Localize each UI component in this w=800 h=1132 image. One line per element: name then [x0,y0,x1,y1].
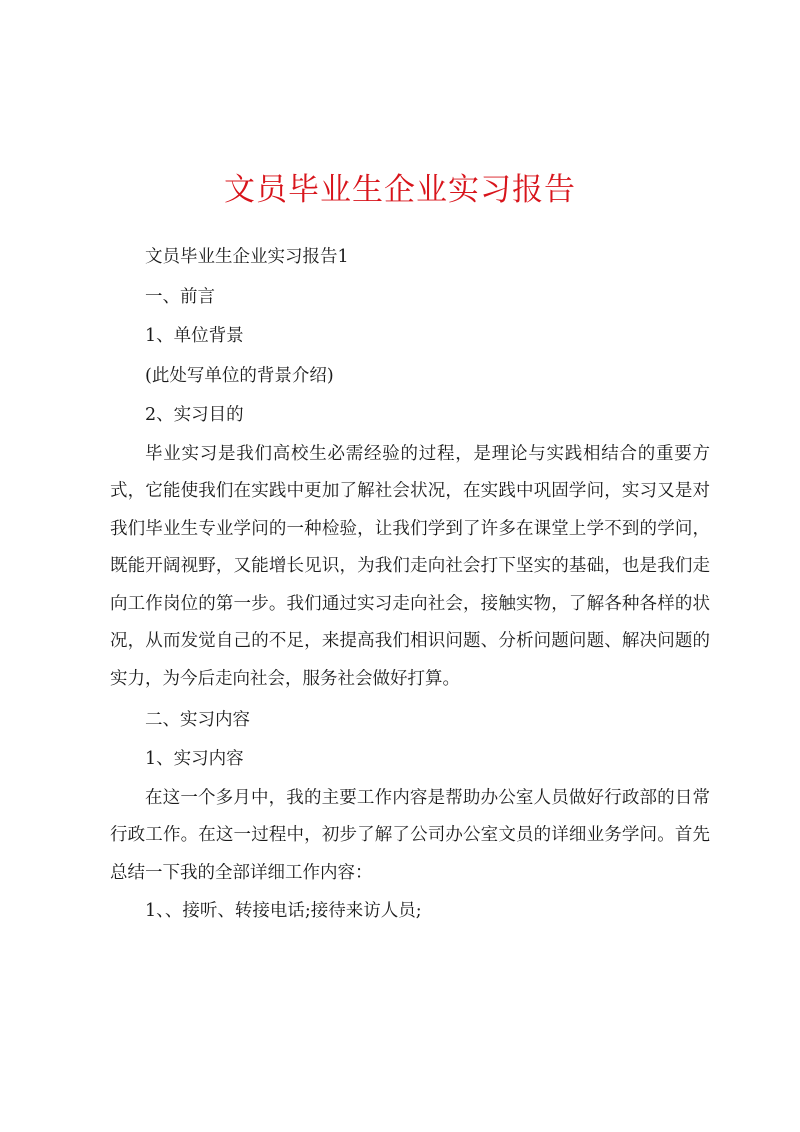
subsection-heading-purpose: 2、实习目的 [145,405,244,425]
document-title: 文员毕业生企业实习报告 [224,172,576,208]
purpose-paragraph: 毕业实习是我们高校生必需经验的过程，是理论与实践相结合的重要方式，它能使我们在实践中更加了解社会状况，在实践中巩固学问，实习又是对我们毕业生专业学问的一种检验，让我们学到了许多在课堂上学不到的学问，既能开阔视野，又能增长见识，为我们走向社会打下坚实的基础，也是我们走向工作岗位的第一步。我们通过实习走向社会，接触实物，了解各种各样的状况，从而发觉自己的不足，来提高我们相识问题、分析问题问题、解决问题的实力，为今后走向社会，服务社会做好打算。 [110,443,710,690]
section-heading-content: 二、实习内容 [145,709,250,730]
background-note: (此处写单位的背景介绍) [145,365,334,386]
report-subtitle: 文员毕业生企业实习报告1 [145,247,349,267]
document-body [110,238,710,932]
subsection-heading-background: 1、单位背景 [145,326,244,346]
subsection-heading-content: 1、实习内容 [145,749,244,770]
section-heading-preface: 一、前言 [145,286,215,307]
content-paragraph: 在这一个多月中，我的主要工作内容是帮助办公室人员做好行政部的日常行政工作。在这一过程中，初步了解了公司办公室文员的详细业务学问。首先总结一下我的全部详细工作内容： [110,787,710,883]
list-item: 1、、接听、转接电话;接待来访人员; [145,901,422,922]
